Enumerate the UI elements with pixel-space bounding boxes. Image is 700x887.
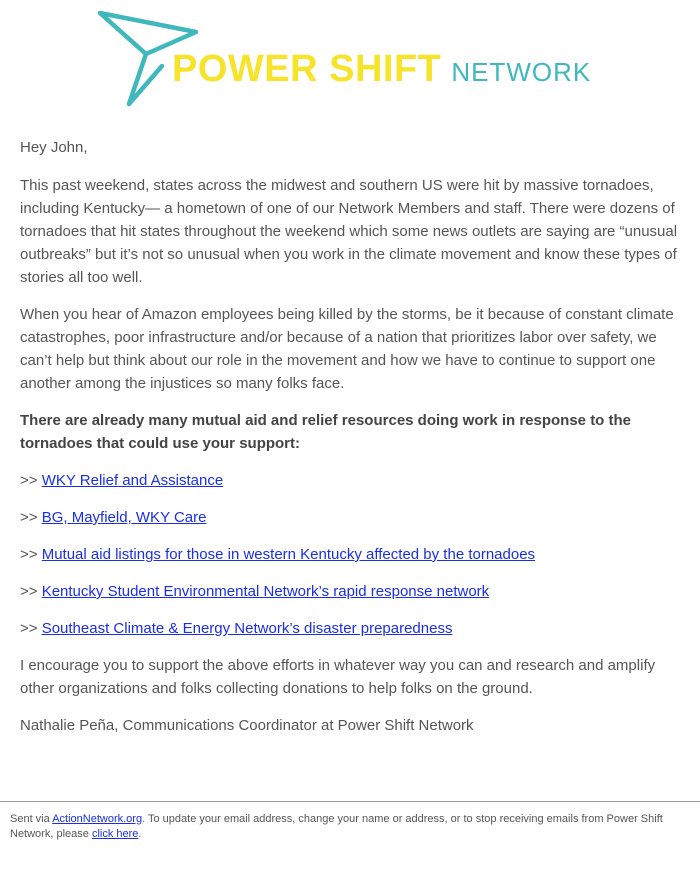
link-mutual-aid-listings[interactable]: Mutual aid listings for those in western Kentucky affected by the tornadoes [41,546,536,563]
unsubscribe-link[interactable]: click here [91,828,139,840]
email-body [20,136,682,751]
greeting: Hey John, [20,139,88,156]
actionnetwork-link[interactable]: ActionNetwork.org [52,813,143,825]
footer-message: . To update your email address, change your name or address, or to stop receiving emails from Power Shift Network, please [10,813,663,840]
footer-sent-via: Sent via [10,813,50,825]
link-secen-preparedness[interactable]: Southeast Climate & Energy Network’s disaster preparedness [41,620,453,637]
link-wky-relief[interactable]: WKY Relief and Assistance [41,472,224,489]
email-footer [10,812,680,842]
link-prefix: >> [20,509,38,526]
signature: Nathalie Peña, Communications Coordinator at Power Shift Network [20,717,474,734]
email-header [0,0,700,118]
closing-paragraph: I encourage you to support the above efforts in whatever way you can and research and amplify other organizations and folks collecting donations to help folks on the ground. [20,657,656,697]
logo-network: NETWORK [451,57,592,87]
logo-wordmark [172,48,591,91]
list-item [20,506,682,529]
logo-power-shift: POWER SHIFT [172,48,442,90]
paragraph-amazon: When you hear of Amazon employees being killed by the storms, be it because of constant climate catastrophes, poor infrastructure and/or because of a nation that prioritizes labor over safety, we can’t help but think about our role in the movement and how we have to continue to support one another among the injustices so many folks face. [20,306,674,392]
link-ksen-rapid-response[interactable]: Kentucky Student Environmental Network’s rapid response network [41,583,490,600]
link-prefix: >> [20,620,38,637]
footer-end: . [138,828,142,840]
link-prefix: >> [20,546,38,563]
link-prefix: >> [20,472,38,489]
list-item [20,469,682,492]
list-item [20,543,682,566]
paragraph-tornadoes: This past weekend, states across the midwest and southern US were hit by massive tornadoes, including Kentucky— a hometown of one of our Network Members and staff. There were dozens of tornadoes that hit states throughout the weekend which some news outlets are saying are “unusual outbreaks” but it’s not so unusual when you work in the climate movement and know these types of stories all too well. [20,177,678,286]
resources-intro: There are already many mutual aid and relief resources doing work in response to the tornadoes that could use your support: [20,412,632,452]
list-item [20,580,682,603]
link-bg-mayfield-care[interactable]: BG, Mayfield, WKY Care [41,509,207,526]
footer-divider [0,801,700,802]
link-prefix: >> [20,583,38,600]
list-item [20,617,682,640]
